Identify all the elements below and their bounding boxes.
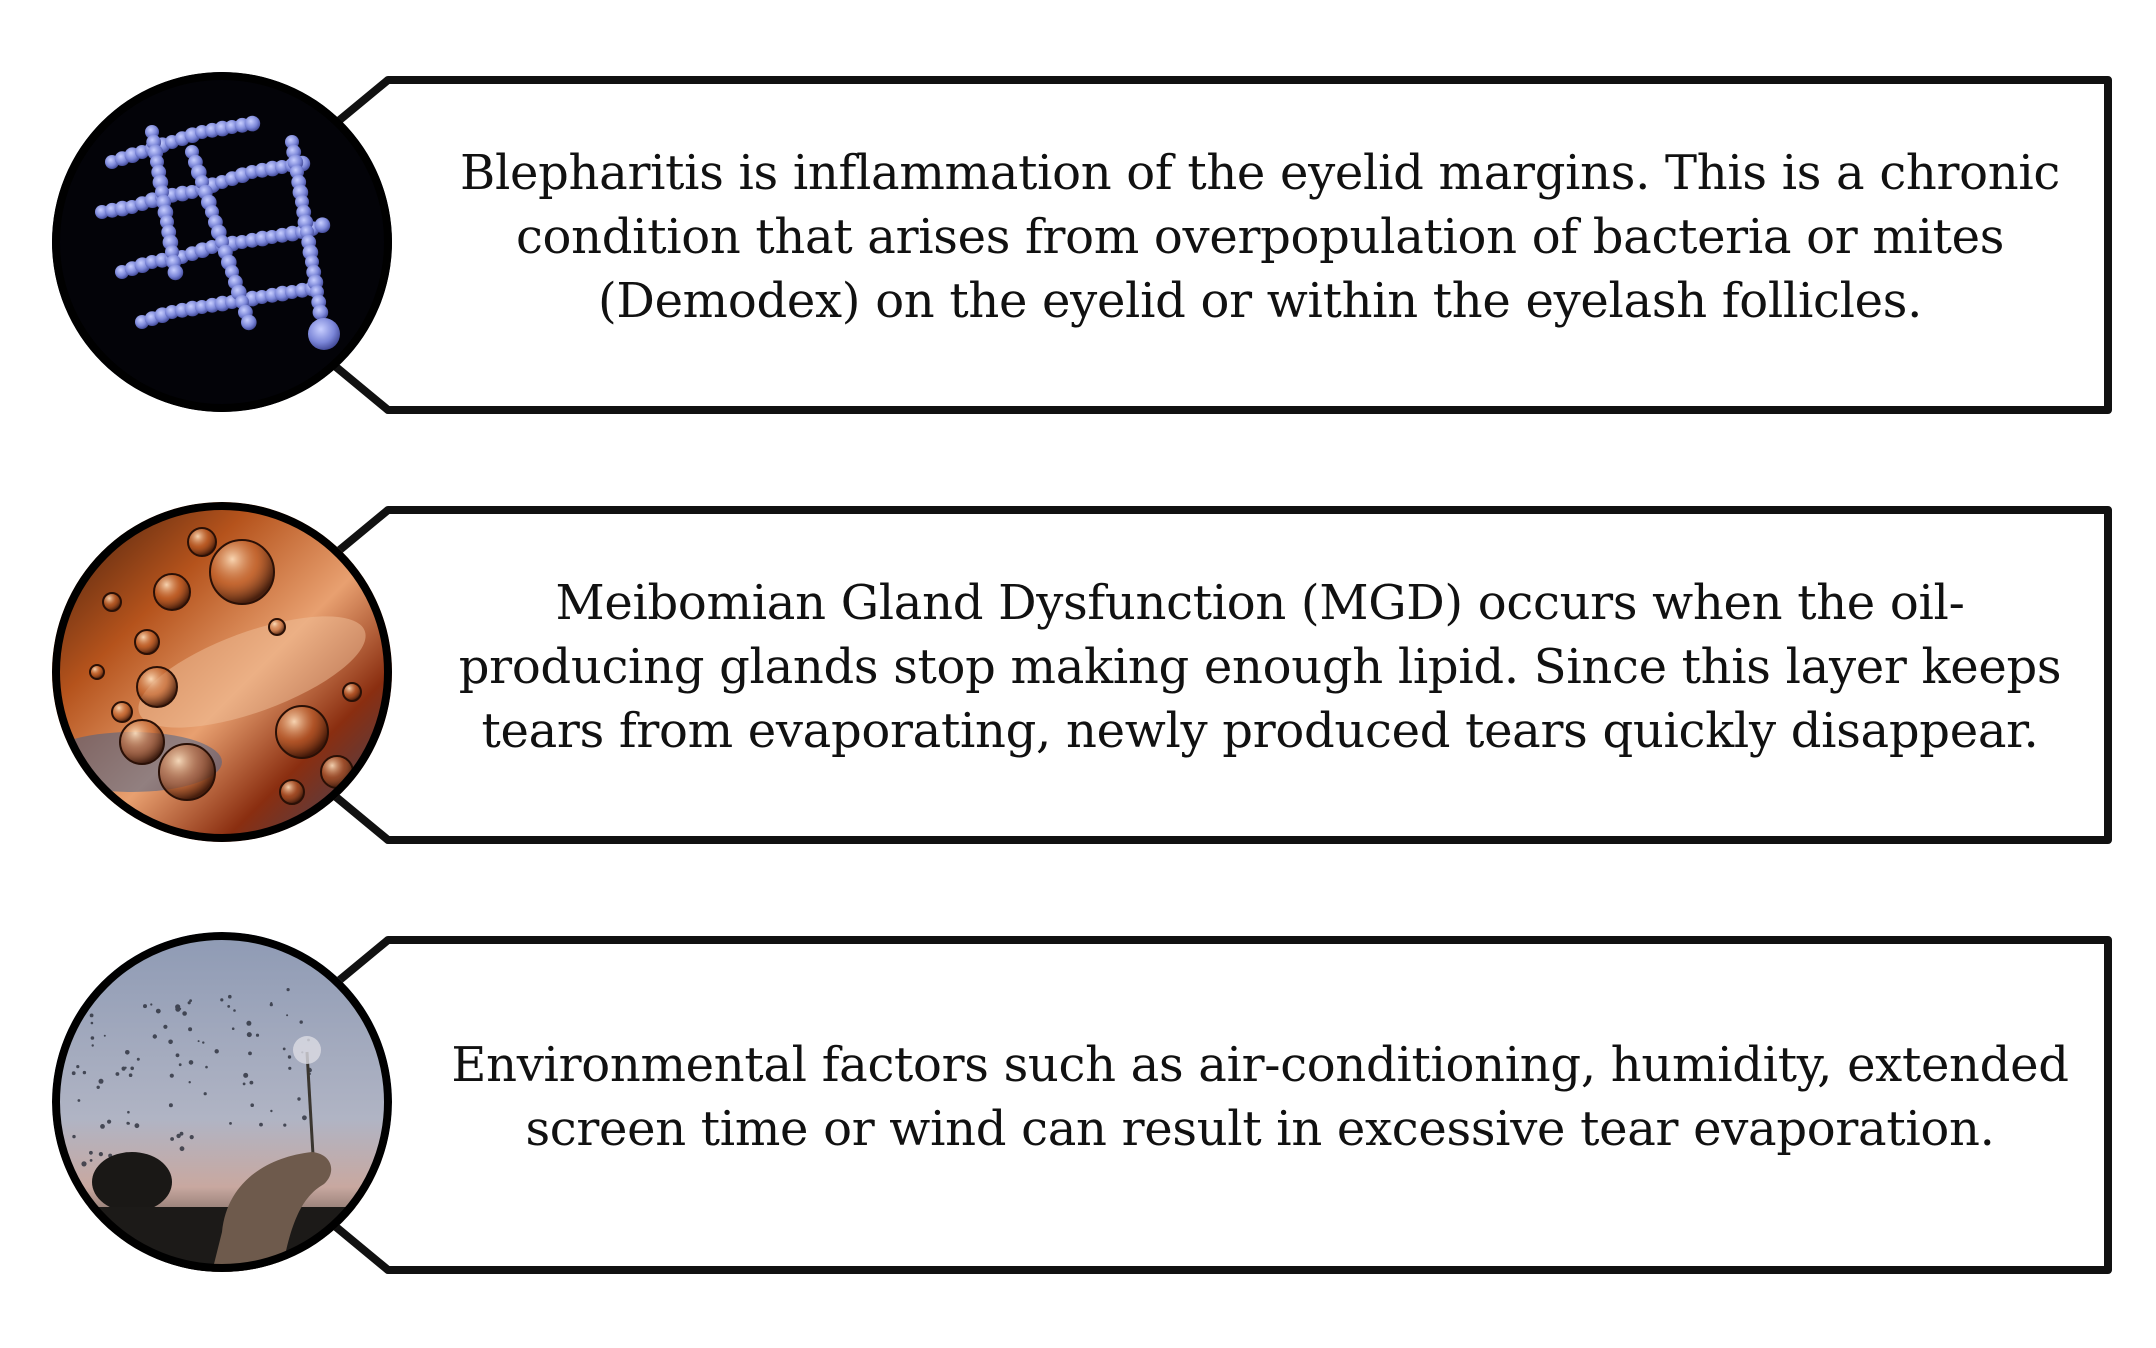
info-card-blepharitis [0, 72, 2156, 422]
oil-bubbles-image [52, 502, 392, 842]
info-card-environmental [0, 932, 2156, 1282]
bacteria-image [52, 72, 392, 412]
card-text [440, 502, 2080, 832]
environmental-description: Environmental factors such as air-conditioning, humidity, extended screen time or wind can result in excessive tear evaporation. [451, 1037, 2069, 1157]
dandelion-wind-image [52, 932, 392, 1272]
blepharitis-description: Blepharitis is inflammation of the eyelid margins. This is a chronic condition that arises from overpopulation of bacteria or mites (Demodex) on the eyelid or within the eyelash follicles. [459, 145, 2061, 329]
info-card-mgd [0, 502, 2156, 852]
card-text [440, 932, 2080, 1262]
mgd-description: Meibomian Gland Dysfunction (MGD) occurs when the oil-producing glands stop making enough lipid. Since this layer keeps tears from evaporating, newly produced tears quickly disappear. [458, 575, 2062, 759]
card-text [440, 72, 2080, 402]
